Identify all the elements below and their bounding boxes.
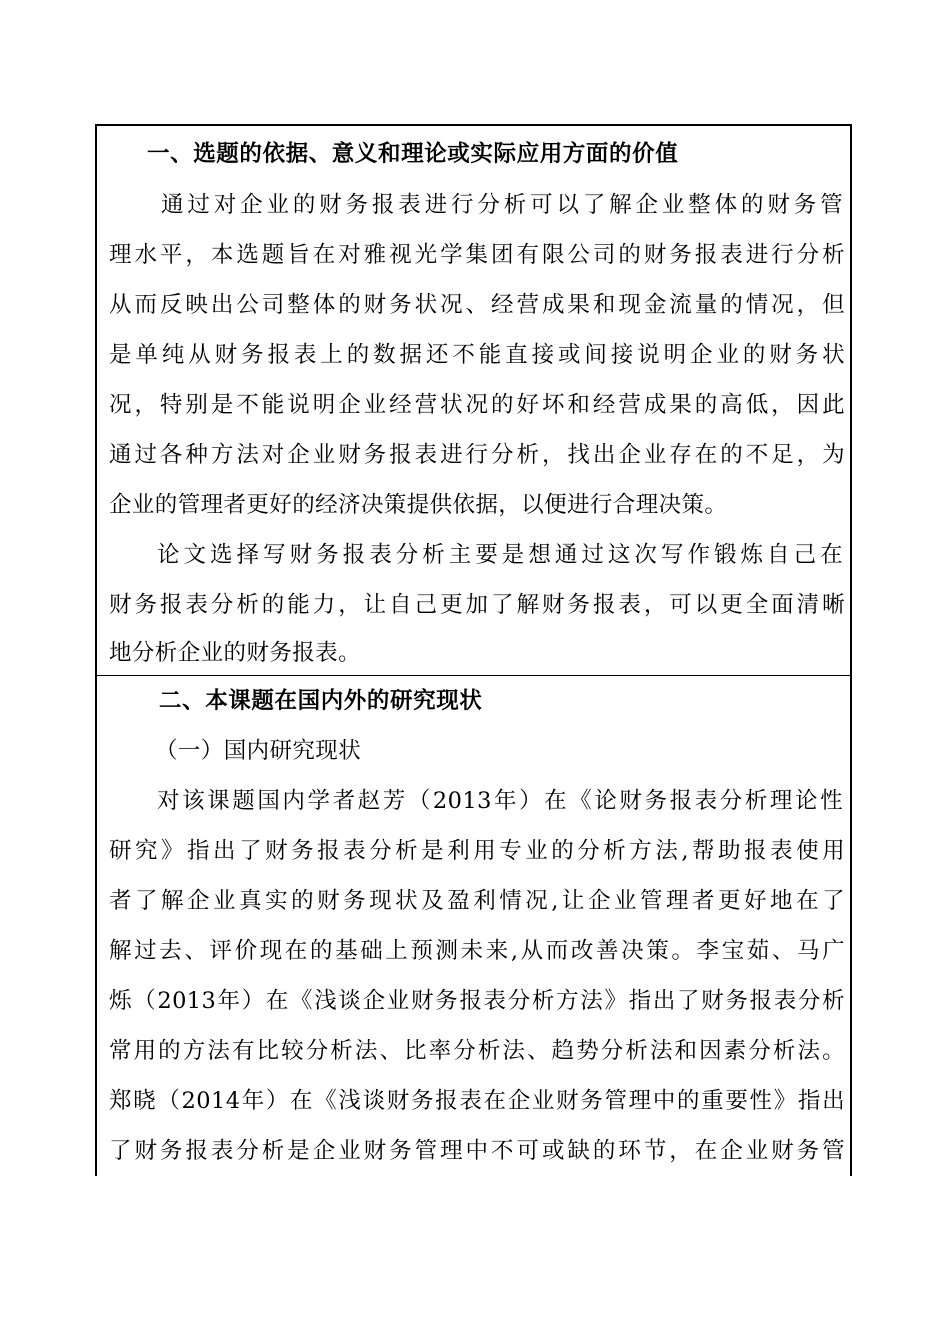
paragraph-line: 解过去、评价现在的基础上预测未来,从而改善决策。李宝茹、马广	[109, 938, 845, 964]
paragraph-line: 对该课题国内学者赵芳（2013年）在《论财务报表分析理论性	[157, 788, 843, 814]
paragraph-line: 通过各种方法对企业财务报表进行分析，找出企业存在的不足，为	[109, 442, 845, 468]
subsection-heading: （一）国内研究现状	[155, 738, 362, 764]
proposal-table	[95, 124, 852, 1176]
section-1-heading: 一、选题的依据、意义和理论或实际应用方面的价值	[147, 141, 679, 167]
paragraph-line: 从而反映出公司整体的财务状况、经营成果和现金流量的情况，但	[109, 292, 845, 318]
section-research-status	[97, 676, 850, 1176]
section-basis-significance	[97, 126, 850, 676]
paragraph-line: 地分析企业的财务报表。	[109, 640, 361, 666]
paragraph-line: 况，特别是不能说明企业经营状况的好坏和经营成果的高低，因此	[109, 392, 845, 418]
paragraph-line: 财务报表分析的能力，让自己更加了解财务报表，可以更全面清晰	[109, 592, 845, 618]
section-2-heading: 二、本课题在国内外的研究现状	[159, 688, 483, 714]
paragraph-line: 企业的管理者更好的经济决策提供依据，以便进行合理决策。	[109, 492, 728, 518]
paragraph-line: 者了解企业真实的财务现状及盈利情况,让企业管理者更好地在了	[109, 888, 845, 914]
paragraph-line: 论文选择写财务报表分析主要是想通过这次写作锻炼自己在	[157, 542, 843, 568]
paragraph-line: 了财务报表分析是企业财务管理中不可或缺的环节，在企业财务管	[109, 1138, 845, 1164]
paragraph-line: 理水平，本选题旨在对雅视光学集团有限公司的财务报表进行分析	[109, 242, 845, 268]
paragraph-line: 通过对企业的财务报表进行分析可以了解企业整体的财务管	[161, 192, 843, 218]
paragraph-line: 研究》指出了财务报表分析是利用专业的分析方法,帮助报表使用	[109, 838, 845, 864]
paragraph-line: 是单纯从财务报表上的数据还不能直接或间接说明企业的财务状	[109, 342, 845, 368]
paragraph-line: 常用的方法有比较分析法、比率分析法、趋势分析法和因素分析法。	[109, 1038, 845, 1064]
paragraph-line: 烁（2013年）在《浅谈企业财务报表分析方法》指出了财务报表分析	[109, 988, 845, 1014]
paragraph-line: 郑晓（2014年）在《浅谈财务报表在企业财务管理中的重要性》指出	[109, 1088, 845, 1114]
